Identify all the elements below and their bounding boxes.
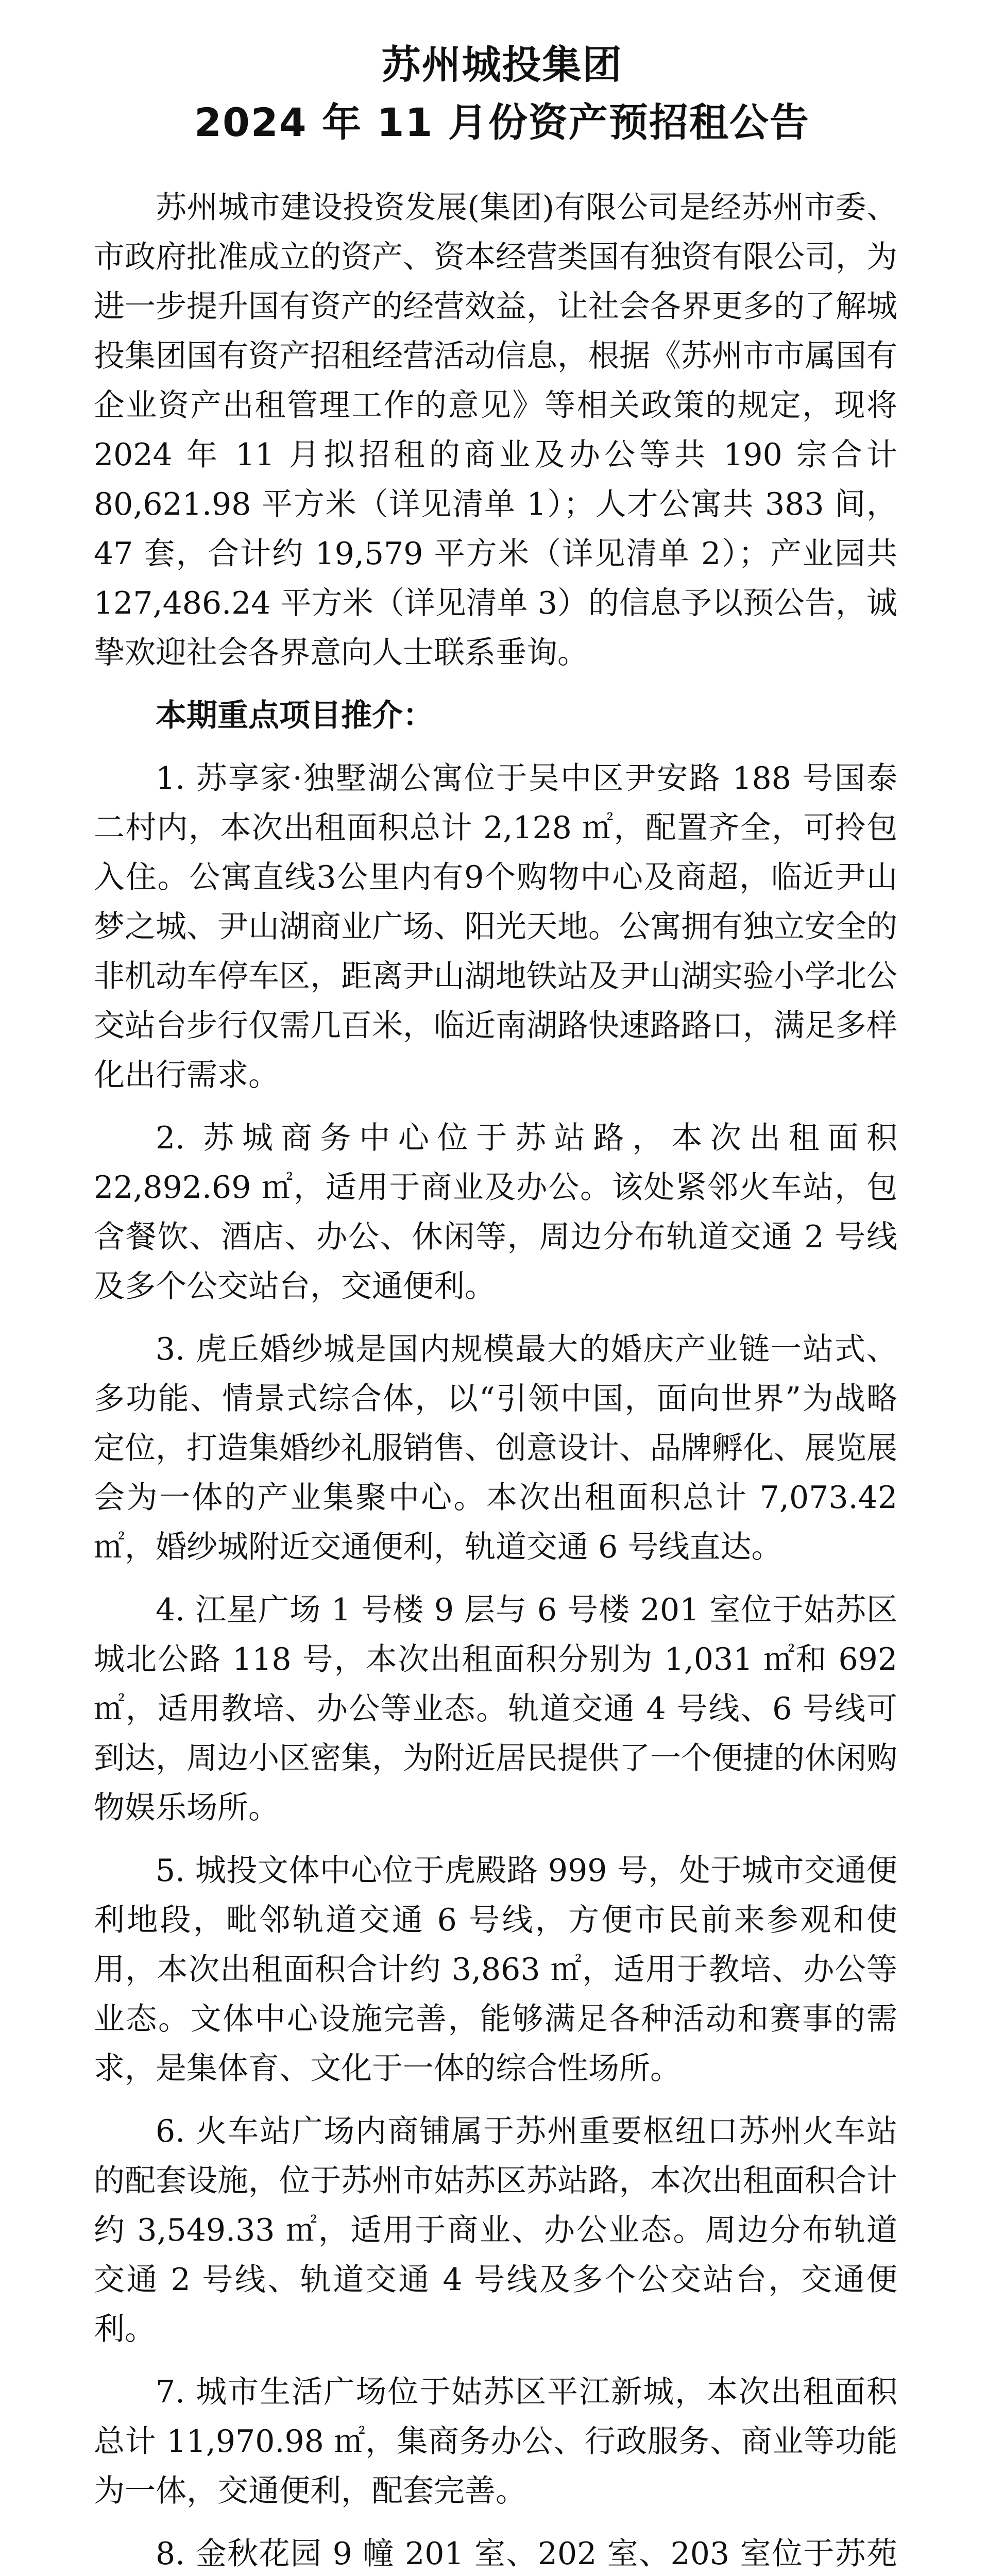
project-item-6: 6. 火车站广场内商铺属于苏州重要枢纽口苏州火车站的配套设施，位于苏州市姑苏区苏站路，本次出租面积合计约 3,549.33 ㎡，适用于商业、办公业态。周边分布轨道交通 2 号线、轨道交通 4 号线及多个公交站台，交通便利。 bbox=[94, 2113, 897, 2347]
project-item-4: 4. 江星广场 1 号楼 9 层与 6 号楼 201 室位于姑苏区城北公路 118 号，本次出租面积分别为 1,031 ㎡和 692 ㎡，适用教培、办公等业态。轨道交通 4 号线、6 号线可到达，周边小区密集，为附近居民提供了一个便捷的休闲购物娱乐场所。 bbox=[94, 1592, 897, 1826]
project-item-7: 7. 城市生活广场位于姑苏区平江新城，本次出租面积总计 11,970.98 ㎡，集商务办公、行政服务、商业等功能为一体，交通便利，配套完善。 bbox=[94, 2374, 897, 2509]
title-line-2: 2024 年 11 月份资产预招租公告 bbox=[194, 99, 810, 145]
project-item-3: 3. 虎丘婚纱城是国内规模最大的婚庆产业链一站式、多功能、情景式综合体，以“引领中国，面向世界”为战略定位，打造集婚纱礼服销售、创意设计、品牌孵化、展览展会为一体的产业集聚中心。本次出租面积总计 7,073.42 ㎡，婚纱城附近交通便利，轨道交通 6 号线直达。 bbox=[94, 1331, 897, 1565]
title-line-1: 苏州城投集团 bbox=[381, 42, 623, 88]
section-heading: 本期重点项目推介： bbox=[156, 698, 434, 734]
document-title bbox=[0, 36, 1004, 151]
project-item-8: 8. 金秋花园 9 幢 201 室、202 室、203 室位于苏苑 bbox=[156, 2536, 897, 2572]
project-item-2: 2. 苏城商务中心位于苏站路，本次出租面积 22,892.69 ㎡，适用于商业及办公。该处紧邻火车站，包含餐饮、酒店、办公、休闲等，周边分布轨道交通 2 号线及多个公交站台，交通便利。 bbox=[94, 1120, 897, 1304]
project-item-5: 5. 城投文体中心位于虎殿路 999 号，处于城市交通便利地段，毗邻轨道交通 6 号线，方便市民前来参观和使用，本次出租面积合计约 3,863 ㎡，适用于教培、办公等业态。文体中心设施完善，能够满足各种活动和赛事的需求，是集体育、文化于一体的综合性场所。 bbox=[94, 1853, 897, 2087]
project-item-1: 1. 苏享家·独墅湖公寓位于吴中区尹安路 188 号国泰二村内，本次出租面积总计 2,128 ㎡，配置齐全，可拎包入住。公寓直线3公里内有9个购物中心及商超，临近尹山梦之城、尹山湖商业广场、阳光天地。公寓拥有独立安全的非机动车停车区，距离尹山湖地铁站及尹山湖实验小学北公交站台步行仅需几百米，临近南湖路快速路路口，满足多样化出行需求。 bbox=[94, 760, 897, 1093]
intro-paragraph: 苏州城市建设投资发展(集团)有限公司是经苏州市委、市政府批准成立的资产、资本经营类国有独资有限公司，为进一步提升国有资产的经营效益，让社会各界更多的了解城投集团国有资产招租经营活动信息，根据《苏州市市属国有企业资产出租管理工作的意见》等相关政策的规定，现将 2024 年 11 月拟招租的商业及办公等共 190 宗合计 80,621.98 平方米（详见清单 1）；人才公寓共 383 间，47 套，合计约 19,579 平方米（详见清单 2）；产业园共 127,486.24 平方米（详见清单 3）的信息予以预公告，诚挚欢迎社会各界意向人士联系垂询。 bbox=[94, 190, 897, 671]
document-body bbox=[94, 183, 897, 2576]
